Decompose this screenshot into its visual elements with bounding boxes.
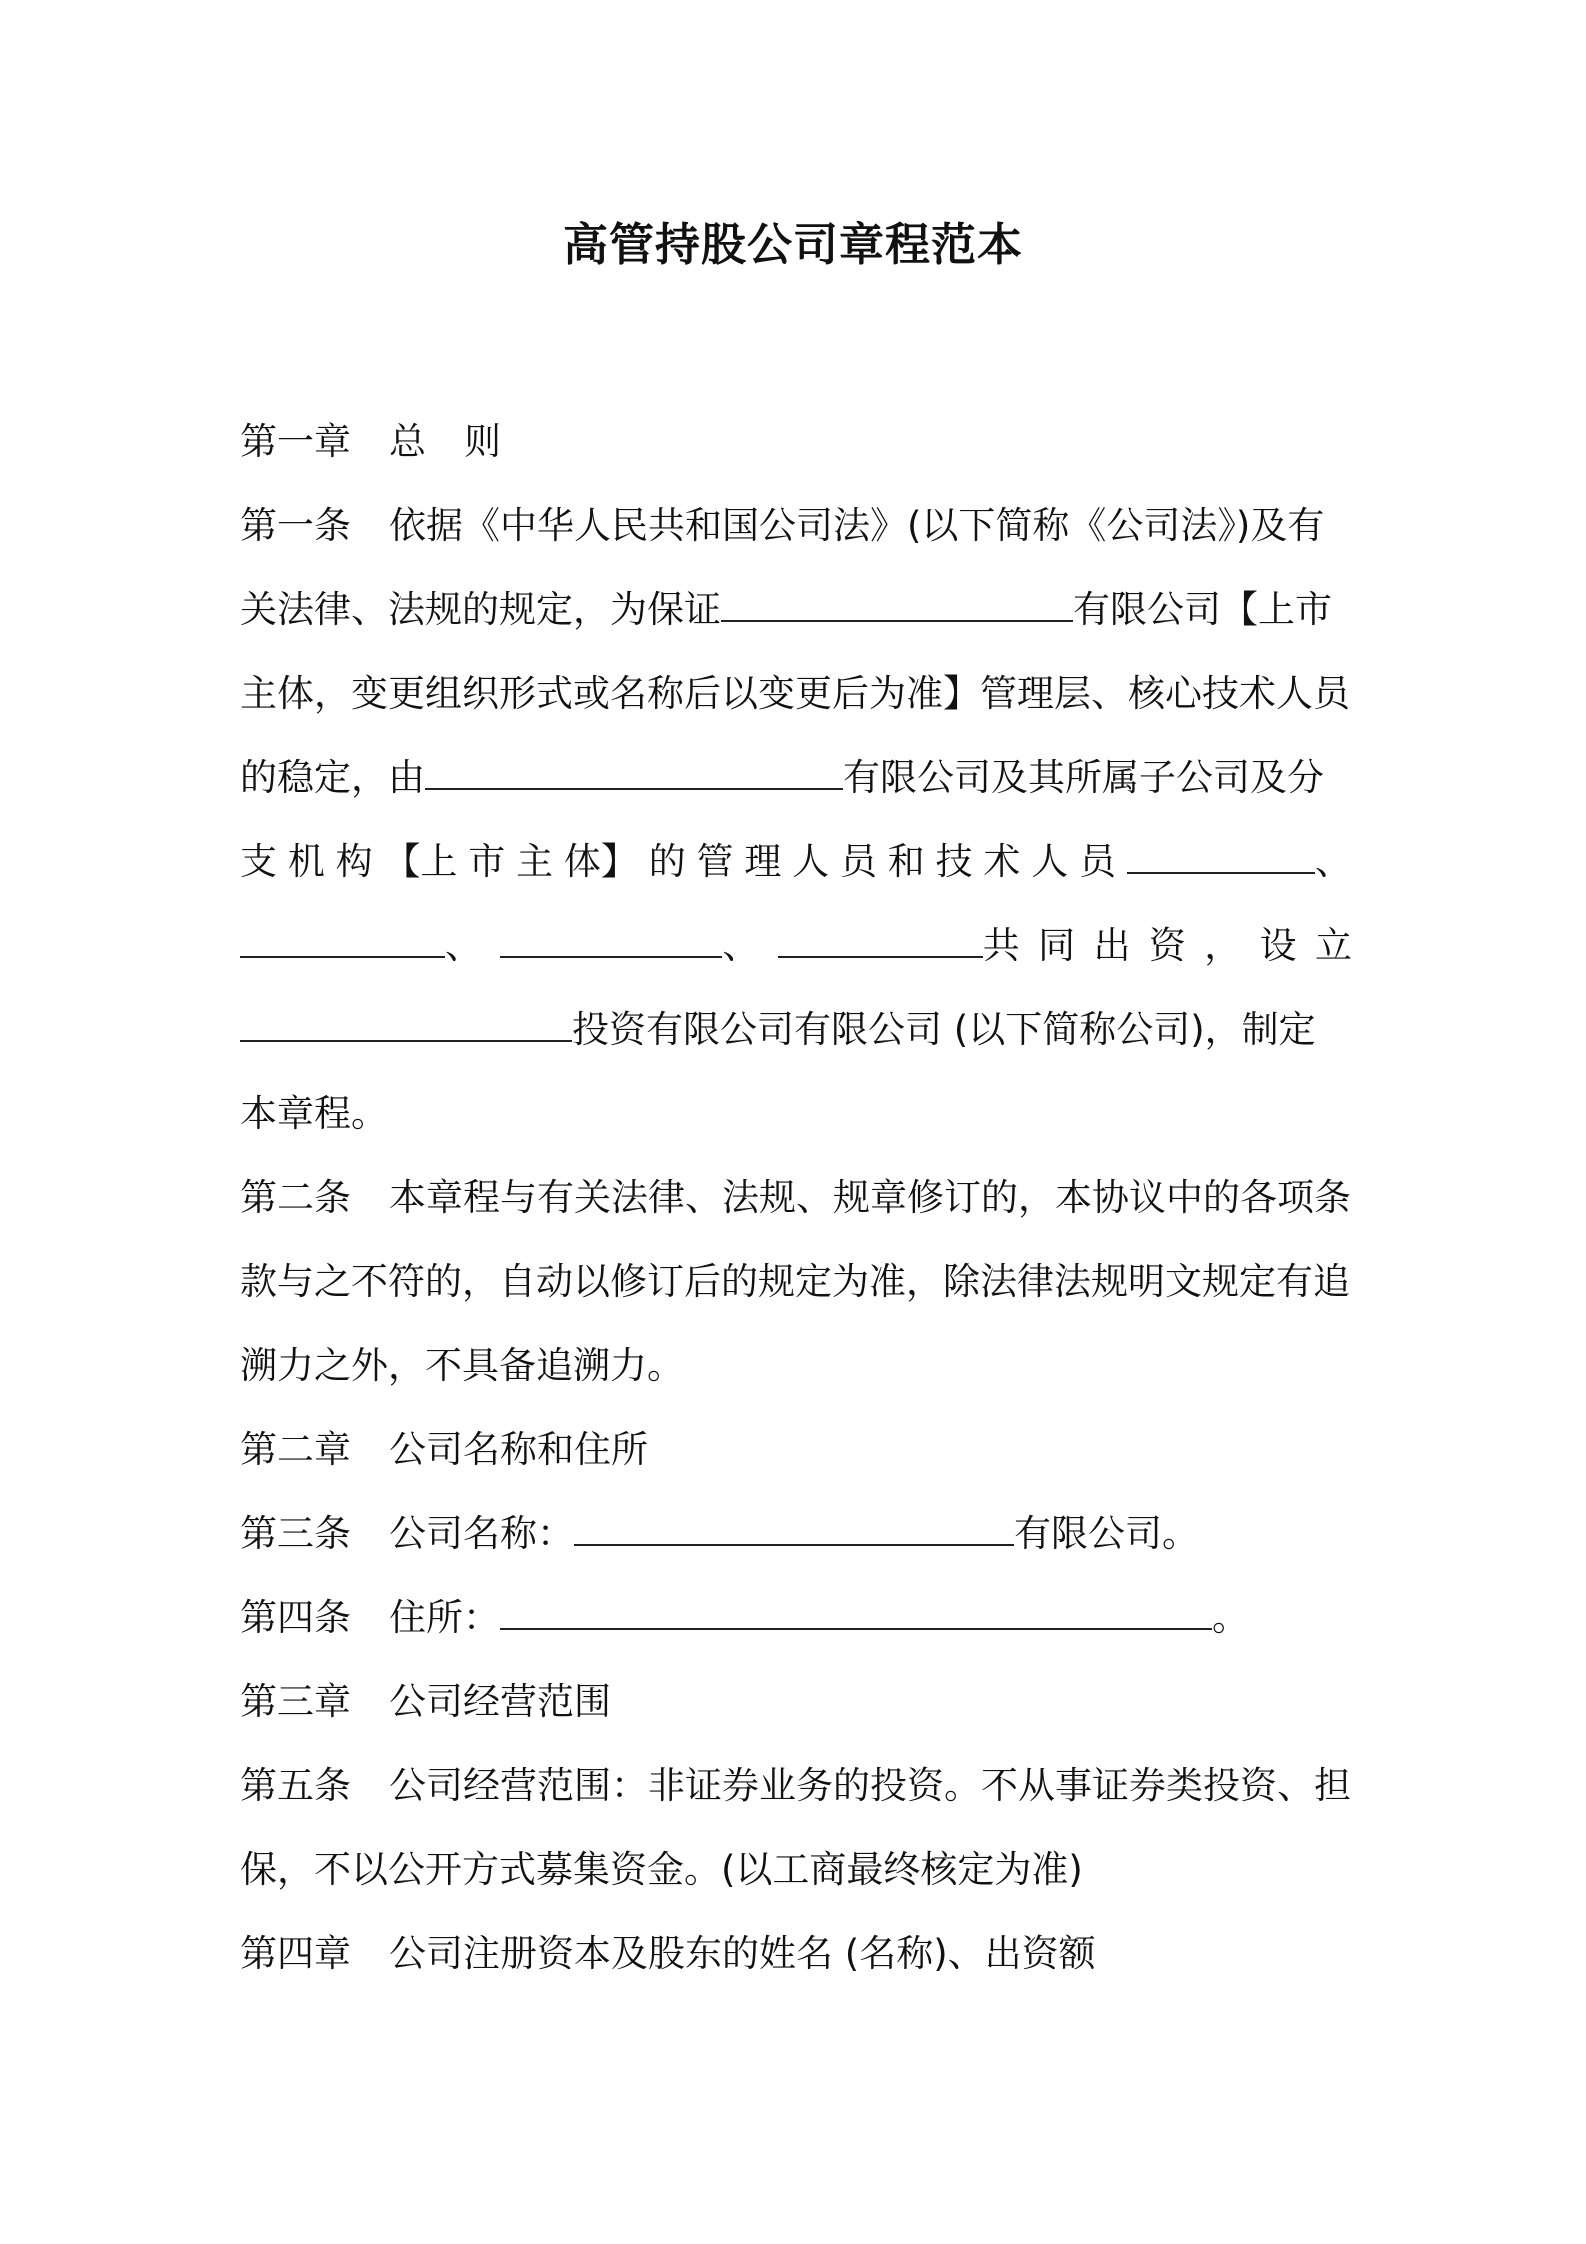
chapter-label: 第二章 bbox=[240, 1428, 351, 1471]
chapter-heading bbox=[240, 1660, 1352, 1744]
fill-in-blank[interactable] bbox=[240, 926, 445, 958]
article-word: 立 bbox=[1315, 924, 1352, 967]
article-text: 关法律、法规的规定，为保证 bbox=[240, 588, 721, 631]
article-word: 市 bbox=[468, 840, 506, 883]
article-word: 构 bbox=[335, 840, 373, 883]
article-text: 本章程与有关法律、法规、规章修订的，本协议中的各项条 bbox=[389, 1176, 1351, 1219]
article-word: 主 bbox=[516, 840, 554, 883]
article-word: 、 bbox=[445, 924, 482, 967]
article-line bbox=[240, 1744, 1352, 1828]
article-word: 共 bbox=[982, 924, 1020, 967]
article-word: 、 bbox=[1314, 840, 1352, 883]
chapter-label: 第一章 bbox=[240, 420, 351, 463]
article-word: 【上 bbox=[383, 840, 458, 883]
article-text: 本章程。 bbox=[240, 1092, 388, 1135]
article-word: 员 bbox=[1079, 840, 1116, 883]
chapter-heading bbox=[240, 1912, 1352, 1996]
article-word: 设 bbox=[1259, 924, 1297, 967]
article-word: 支 bbox=[240, 840, 277, 883]
article-text: 有限公司及其所属子公司及分 bbox=[843, 756, 1324, 799]
article-line bbox=[240, 736, 1352, 820]
chapter-title-part: 总 bbox=[389, 420, 426, 463]
article-line bbox=[240, 1072, 1352, 1156]
article-line bbox=[240, 1324, 1352, 1408]
article-text: 保，不以公开方式募集资金。(以工商最终核定为准) bbox=[240, 1848, 1083, 1891]
article-word: 资 bbox=[1148, 924, 1186, 967]
article-line bbox=[240, 1240, 1352, 1324]
article-word: 、 bbox=[722, 924, 760, 967]
article-text: 公司经营范围：非证券业务的投资。不从事证券类投资、担 bbox=[389, 1764, 1351, 1807]
chapter-title: 公司经营范围 bbox=[389, 1680, 611, 1723]
article-text: 的稳定，由 bbox=[240, 756, 425, 799]
article-label: 第三条 bbox=[240, 1512, 351, 1555]
article-text: 有限公司【上市 bbox=[1073, 588, 1332, 631]
document-body bbox=[240, 400, 1352, 1996]
article-word: 理 bbox=[744, 840, 782, 883]
document-title: 高管持股公司章程范本 bbox=[562, 218, 1023, 271]
article-line-justified bbox=[240, 904, 1352, 988]
chapter-label: 第三章 bbox=[240, 1680, 351, 1723]
article-word: 人 bbox=[792, 840, 830, 883]
article-text: 款与之不符的，自动以修订后的规定为准，除法律法规明文规定有追 bbox=[240, 1260, 1350, 1303]
article-line bbox=[240, 1828, 1352, 1912]
chapter-heading bbox=[240, 1408, 1352, 1492]
chapter-heading bbox=[240, 400, 1352, 484]
article-text: 住所： bbox=[389, 1596, 500, 1639]
address-blank[interactable] bbox=[500, 1598, 1212, 1630]
article-line bbox=[240, 568, 1352, 652]
article-text: 主体，变更组织形式或名称后以变更后为准】管理层、核心技术人员 bbox=[240, 672, 1350, 715]
article-line-justified bbox=[240, 820, 1352, 904]
article-line bbox=[240, 1156, 1352, 1240]
article-line bbox=[240, 484, 1352, 568]
article-line bbox=[240, 652, 1352, 736]
article-text: 。 bbox=[1212, 1596, 1249, 1639]
article-word: 出 bbox=[1093, 924, 1131, 967]
article-text: 依据《中华人民共和国公司法》(以下简称《公司法》)及有 bbox=[389, 504, 1325, 547]
chapter-title: 公司名称和住所 bbox=[389, 1428, 648, 1471]
article-word: 机 bbox=[287, 840, 325, 883]
article-word: 的 bbox=[648, 840, 686, 883]
article-word: 体】 bbox=[563, 840, 638, 883]
article-text: 公司名称： bbox=[389, 1512, 574, 1555]
chapter-title-part: 则 bbox=[464, 420, 501, 463]
article-word: 人 bbox=[1031, 840, 1069, 883]
article-label: 第二条 bbox=[240, 1176, 351, 1219]
fill-in-blank[interactable] bbox=[1127, 842, 1315, 874]
fill-in-blank[interactable] bbox=[721, 590, 1073, 622]
chapter-title: 公司注册资本及股东的姓名 (名称)、出资额 bbox=[389, 1932, 1096, 1975]
article-line bbox=[240, 1492, 1352, 1576]
article-text: 投资有限公司有限公司 (以下简称公司)，制定 bbox=[572, 1008, 1316, 1051]
article-label: 第五条 bbox=[240, 1764, 351, 1807]
article-word: 术 bbox=[983, 840, 1021, 883]
fill-in-blank[interactable] bbox=[778, 926, 983, 958]
article-line bbox=[240, 1576, 1352, 1660]
article-word: ， bbox=[1204, 924, 1242, 967]
article-text: 溯力之外，不具备追溯力。 bbox=[240, 1344, 684, 1387]
chapter-label: 第四章 bbox=[240, 1932, 351, 1975]
article-word: 同 bbox=[1038, 924, 1076, 967]
article-label: 第一条 bbox=[240, 504, 351, 547]
article-word: 管 bbox=[696, 840, 734, 883]
article-word: 技 bbox=[935, 840, 973, 883]
fill-in-blank[interactable] bbox=[500, 926, 722, 958]
company-name-blank[interactable] bbox=[574, 1514, 1014, 1546]
article-word: 和 bbox=[887, 840, 925, 883]
article-line bbox=[240, 988, 1352, 1072]
article-label: 第四条 bbox=[240, 1596, 351, 1639]
fill-in-blank[interactable] bbox=[240, 1010, 572, 1042]
article-text: 有限公司。 bbox=[1014, 1512, 1199, 1555]
fill-in-blank[interactable] bbox=[425, 758, 843, 790]
article-word: 员 bbox=[839, 840, 877, 883]
